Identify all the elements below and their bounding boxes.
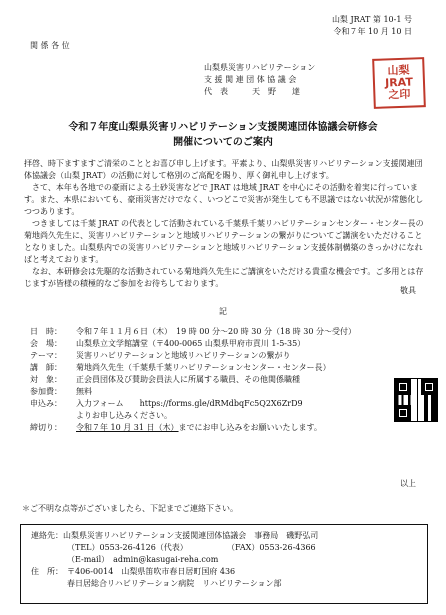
target-value: 正会員団体及び賛助会員法人に所属する職員、その他関係職種 [76,375,300,384]
contact-line1: 連絡先：山梨県災害リハビリテーション支援関連団体協議会 事務局 磯野弘司 [31,531,319,540]
title-line2: 開催についてのご案内 [173,136,273,148]
venue-value: 山梨県立文学館講堂（〒400-0065 山梨県甲府市貢川 1-5-35） [76,339,306,348]
address-line1: 〒406-0014 山梨県笛吹市春日居町国府 436 [67,567,236,576]
contact-email[interactable]: （E-mail） admin@kasugai-reha.com [67,555,219,564]
apply-note: よりお申し込みください。 [76,411,172,420]
address-line2: 春日居総合リハビリテーション病院 リハビリテーション部 [67,579,282,588]
body-paragraph-4: なお、本研修会は先駆的な活動されている菊地尚久先生にご講演をいただける貴重な機会です。ご多用とは存じますが皆様の積極的なご参加をお待ちしております。 [24,267,424,288]
document-date: 令和７年 10 月 10 日 [333,27,412,36]
address-label: 住 所： [31,567,63,576]
detail-apply-note [30,410,390,422]
detail-venue [30,338,390,350]
closing-keigu: 敬具 [400,286,416,295]
addressee: 関 係 各 位 [30,41,70,50]
detail-speaker [30,362,390,374]
detail-deadline [30,422,390,434]
detail-apply [30,398,390,410]
body-paragraph-3: つきましては千葉 JRAT の代表として活動されている千葉県千葉リハビリテーションセンター・センター長の菊地尚久先生に、災害リハビリテーションと地域リハビリテーションの繋がりについてご講演をいただけることとなりました。山梨県内での災害リハビリテーションと地域リハビリテーション支援体制構築のきっかけになればと考えております。 [24,219,424,264]
fee-value: 無料 [76,387,92,396]
detail-datetime [30,326,390,338]
datetime-value: 令和７年１１月６日（木） 19 時 00 分～20 時 30 分（18 時 30 分～受付） [76,327,356,336]
sender-org-line2: 支 援 関 連 団 体 協 議 会 [204,75,297,84]
qr-code[interactable] [394,378,438,422]
deadline-label: 締切り： [30,423,62,432]
fee-label: 参加費： [30,387,62,396]
contact-fax: （FAX）0553-26-4366 [227,543,316,552]
apply-form-link[interactable]: 入力フォーム https://forms.gle/dRMdbqFc5Q2X6ZrD9 [76,399,303,408]
contact-note: ＊ご不明な点等がございましたら、下記までご連絡下さい。 [22,504,238,513]
apply-label: 申込み： [30,399,62,408]
speaker-value: 菊地尚久先生（千葉県千葉リハビリテーションセンター・センター長） [76,363,331,372]
sender-org-line1: 山梨県災害リハビリテーション [204,63,316,72]
contact-box [20,524,428,604]
contact-tel: （TEL）0553-26-4126（代表） [67,543,188,552]
body-paragraph-2: さて、本年も各地での豪雨による土砂災害などで JRAT は地域 JRAT を中心にその活動を着実に行っています。また、本県においても、豪雨災害だけでなく、いつどこで災害が発生しても不思議ではない状況が常態化しつつあります。 [24,183,424,216]
document-number: 山梨 JRAT 第 10-1 号 [331,15,412,24]
organization-seal: 山梨 JRAT 之印 [372,57,426,109]
deadline-date: 令和７年 10 月 31 日（木） [76,423,179,432]
theme-label: テーマ： [30,351,62,360]
detail-fee [30,386,390,398]
venue-label: 会 場： [30,339,62,348]
deadline-rest: までにお申し込みをお願いいたします。 [178,423,322,432]
body-paragraph-1: 拝啓、時下ますますご清栄のこととお喜び申し上げます。平素より、山梨県災害リハビリテーション支援関連団体協議会（山梨 JRAT）の活動に対して格別のご高配を賜り、厚く御礼申し上げます。 [24,159,423,180]
theme-value: 災害リハビリテーションと地域リハビリテーションの繋がり [76,351,291,360]
datetime-label: 日 時： [30,327,62,336]
target-label: 対 象： [30,375,62,384]
sender-representative: 代 表 天 野 達 [204,87,300,96]
speaker-label: 講 師： [30,363,62,372]
ijo-closing: 以上 [400,479,416,488]
detail-target [30,374,390,386]
detail-theme [30,350,390,362]
ki-heading: 記 [219,307,227,316]
title-line1: 令和７年度山梨県災害リハビリテーション支援関連団体協議会研修会 [68,122,378,133]
